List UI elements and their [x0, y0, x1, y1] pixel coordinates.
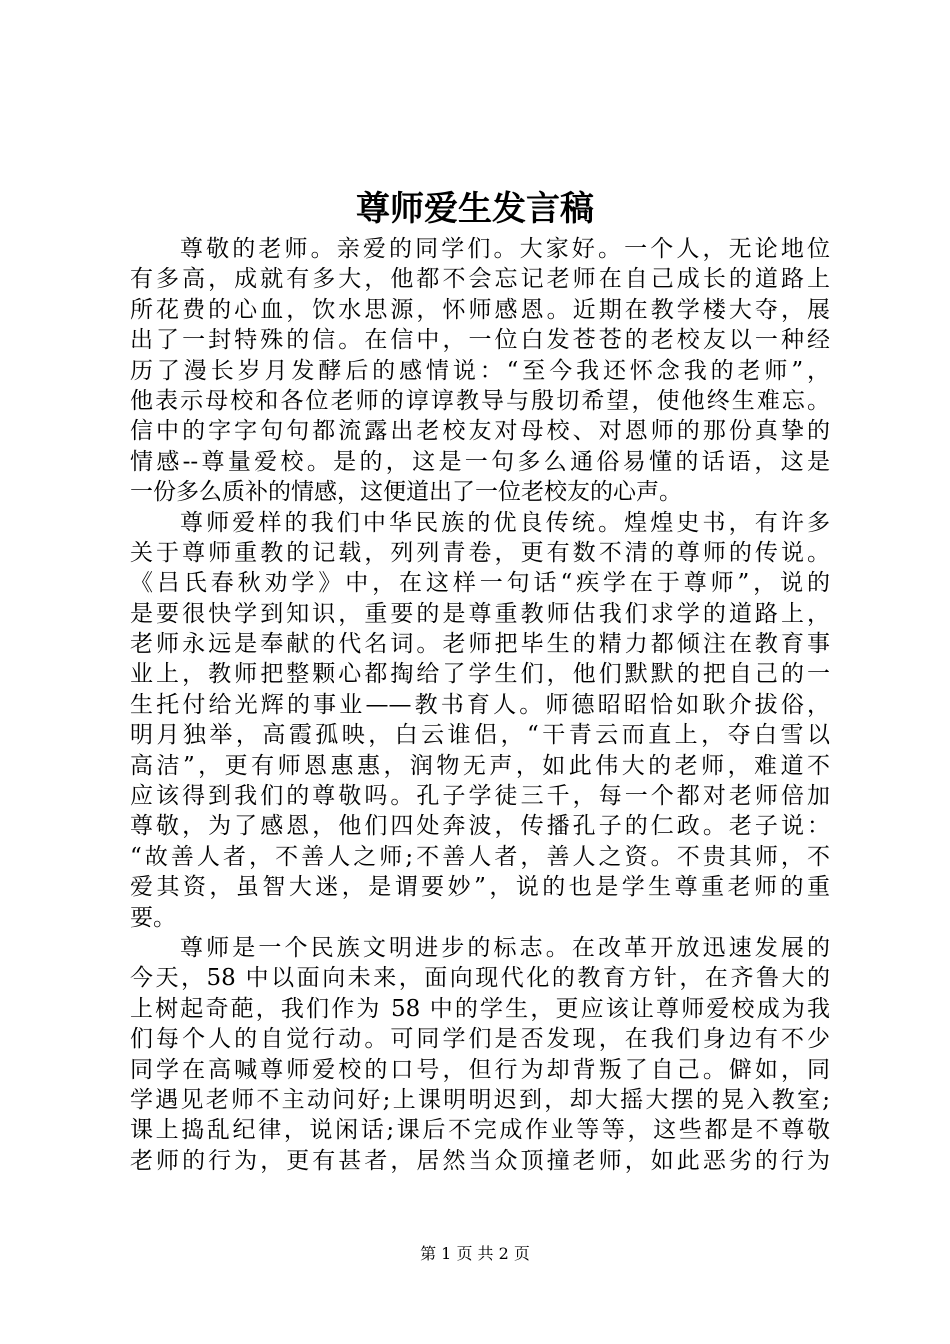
text-line: 他表示母校和各位老师的谆谆教导与殷切希望，使他终生难忘。	[130, 387, 830, 414]
text-line: 《吕氏春秋劝学》中，在这样一句话“疾学在于尊师”，说的	[130, 570, 830, 597]
text-line: 信中的字字句句都流露出老校友对母校、对恩师的那份真挚的	[130, 418, 830, 445]
text-line: 历了漫长岁月发酵后的感情说：“至今我还怀念我的老师”，	[130, 357, 830, 384]
text-line: “故善人者，不善人之师;不善人者，善人之资。不贵其师，不	[130, 843, 830, 870]
text-line: 业上，教师把整颗心都掏给了学生们，他们默默的把自己的一	[130, 661, 830, 688]
text-line: 明月独举，高霞孤映，白云谁侣，“干青云而直上，夺白雪以	[130, 722, 830, 749]
paragraph-1	[130, 234, 830, 508]
text-line: 出了一封特殊的信。在信中，一位白发苍苍的老校友以一种经	[130, 327, 830, 354]
text-line: 所花费的心血，饮水思源，怀师感恩。近期在教学楼大夺，展	[130, 296, 830, 323]
document-body	[130, 234, 830, 1176]
text-line: 生托付给光辉的事业——教书育人。师德昭昭恰如耿介拔俗，	[130, 691, 830, 718]
text-line: 尊敬的老师。亲爱的同学们。大家好。一个人，无论地位	[180, 236, 830, 262]
document-title: 尊师爱生发言稿	[356, 189, 594, 229]
text-line: 关于尊师重教的记载，列列青卷，更有数不清的尊师的传说。	[130, 539, 830, 566]
text-line: 同学在高喊尊师爱校的口号，但行为却背叛了自己。僻如，同	[130, 1056, 830, 1083]
text-line: 今天，58 中以面向未来，面向现代化的教育方针，在齐鲁大的	[130, 965, 830, 992]
text-line: 老师永远是奉献的代名词。老师把毕生的精力都倾注在教育事	[130, 631, 830, 658]
text-line: 要。	[130, 904, 176, 931]
text-line: 爱其资，虽智大迷，是谓要妙”，说的也是学生尊重老师的重	[130, 874, 830, 901]
text-line: 上树起奇葩，我们作为 58 中的学生，更应该让尊师爱校成为我	[130, 995, 830, 1022]
text-line: 学遇见老师不主动问好;上课明明迟到，却大摇大摆的晃入教室;	[130, 1086, 830, 1113]
text-line: 高洁”，更有师恩惠惠，润物无声，如此伟大的老师，难道不	[130, 752, 830, 779]
text-line: 应该得到我们的尊敬吗。孔子学徒三千，每一个都对老师倍加	[130, 783, 830, 810]
page-footer: 第 1 页 共 2 页	[420, 1244, 530, 1263]
text-line: 课上捣乱纪律，说闲话;课后不完成作业等等，这些都是不尊敬	[130, 1117, 830, 1144]
text-line: 是要很快学到知识，重要的是尊重教师估我们求学的道路上，	[130, 600, 830, 627]
paragraph-2	[130, 508, 830, 933]
text-line: 有多高，成就有多大，他都不会忘记老师在自己成长的道路上	[130, 266, 830, 293]
text-line: 老师的行为，更有甚者，居然当众顶撞老师，如此恶劣的行为	[130, 1147, 830, 1174]
paragraph-3	[130, 933, 830, 1176]
text-line: 尊敬，为了感恩，他们四处奔波，传播孔子的仁政。老子说：	[130, 813, 830, 840]
text-line: 一份多么质补的情感，这便道出了一位老校友的心声。	[130, 479, 682, 506]
text-line: 们每个人的自觉行动。可同学们是否发现，在我们身边有不少	[130, 1026, 830, 1053]
text-line: 尊师是一个民族文明进步的标志。在改革开放迅速发展的	[180, 934, 830, 961]
text-line: 情感--尊量爱校。是的，这是一句多么通俗易懂的话语，这是	[130, 448, 830, 475]
text-line: 尊师爱样的我们中华民族的优良传统。煌煌史书，有许多	[180, 509, 830, 536]
